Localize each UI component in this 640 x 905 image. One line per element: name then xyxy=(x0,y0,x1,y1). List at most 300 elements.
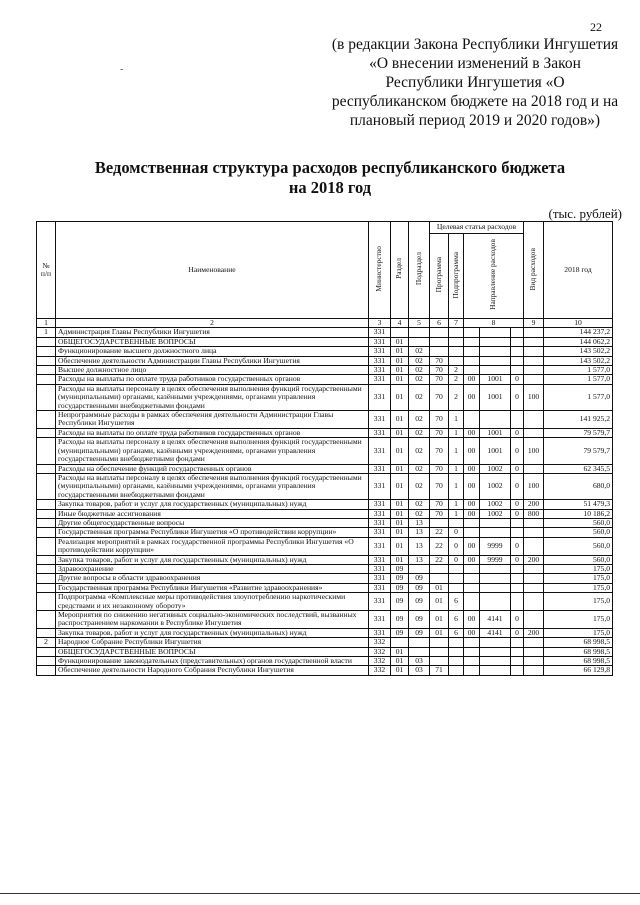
table-row xyxy=(37,337,613,346)
cell-d1 xyxy=(464,666,480,675)
cell-min: 331 xyxy=(369,356,391,365)
cell-rz: 01 xyxy=(391,337,409,346)
cell-min: 331 xyxy=(369,611,391,629)
cell-min: 331 xyxy=(369,583,391,592)
cell-sub xyxy=(449,647,464,656)
cell-d1: 00 xyxy=(464,509,480,518)
cell-sum: 143 502,2 xyxy=(544,356,613,365)
cell-vr xyxy=(524,464,544,473)
cell-prog xyxy=(430,328,449,337)
cell-rz: 01 xyxy=(391,464,409,473)
table-row xyxy=(37,356,613,365)
col-num: 2 xyxy=(56,319,369,328)
cell-d1: 00 xyxy=(464,500,480,509)
cell-sub: 6 xyxy=(449,611,464,629)
cell-rz: 09 xyxy=(391,611,409,629)
cell-sub: 0 xyxy=(449,528,464,537)
cell-name: Закупка товаров, работ и услуг для государственных (муниципальных) нужд xyxy=(56,628,369,637)
cell-d2 xyxy=(480,328,511,337)
cell-sub: 6 xyxy=(449,593,464,611)
cell-rz: 01 xyxy=(391,366,409,375)
cell-name: Администрация Главы Республики Ингушетия xyxy=(56,328,369,337)
cell-d2 xyxy=(480,528,511,537)
cell-vr: 200 xyxy=(524,628,544,637)
amendment-note: (в редакции Закона Республики Ингушетия «О внесении изменений в Закон Республики Ингушетия «О республиканском бюджете на 2018 год и на плановый период 2019 и 2020 годов») xyxy=(331,36,619,129)
cell-n: 1 xyxy=(37,328,56,337)
cell-d3 xyxy=(511,657,524,666)
cell-pr: 02 xyxy=(409,438,430,464)
cell-sub xyxy=(449,638,464,647)
cell-prog xyxy=(430,647,449,656)
cell-prog xyxy=(430,638,449,647)
cell-d3 xyxy=(511,356,524,365)
cell-sum: 144 237,2 xyxy=(544,328,613,337)
cell-d3: 0 xyxy=(511,500,524,509)
table-row xyxy=(37,647,613,656)
column-number-row xyxy=(37,319,613,328)
cell-d3 xyxy=(511,366,524,375)
cell-min: 331 xyxy=(369,518,391,527)
cell-d2 xyxy=(480,366,511,375)
cell-prog xyxy=(430,518,449,527)
cell-sum: 175,0 xyxy=(544,574,613,583)
cell-n xyxy=(37,611,56,629)
cell-n xyxy=(37,473,56,499)
cell-n xyxy=(37,438,56,464)
cell-d3: 0 xyxy=(511,555,524,564)
cell-sub xyxy=(449,666,464,675)
cell-n xyxy=(37,555,56,564)
cell-d2: 1002 xyxy=(480,509,511,518)
cell-min: 331 xyxy=(369,337,391,346)
cell-sum: 68 998,5 xyxy=(544,638,613,647)
cell-name: Мероприятия по снижению негативных социально-экономических последствий, вызванных распространением наркомании в Республике Ингушетия xyxy=(56,611,369,629)
cell-name: Закупка товаров, работ и услуг для государственных (муниципальных) нужд xyxy=(56,555,369,564)
cell-rz: 01 xyxy=(391,647,409,656)
col-num: 6 xyxy=(430,319,449,328)
header-num: № п/п xyxy=(37,222,56,319)
cell-name: Функционирование высшего должностного лица xyxy=(56,347,369,356)
cell-n xyxy=(37,428,56,437)
cell-vr xyxy=(524,366,544,375)
cell-d3 xyxy=(511,328,524,337)
cell-d2 xyxy=(480,337,511,346)
cell-prog: 71 xyxy=(430,666,449,675)
cell-vr xyxy=(524,647,544,656)
col-num: 8 xyxy=(464,319,524,328)
cell-d2: 1001 xyxy=(480,375,511,384)
cell-name: Расходы на выплаты персоналу в целях обеспечения выполнения функций государственными (муниципальными) органами, казёнными учреждениями, органами управления государственными внебюджетными фондами xyxy=(56,384,369,410)
cell-sub: 0 xyxy=(449,555,464,564)
cell-n: 2 xyxy=(37,638,56,647)
cell-n xyxy=(37,537,56,555)
cell-prog: 70 xyxy=(430,384,449,410)
cell-name: Реализация мероприятий в рамках государственной программы Республики Ингушетия «О противодействии коррупции» xyxy=(56,537,369,555)
cell-prog xyxy=(430,337,449,346)
cell-rz xyxy=(391,328,409,337)
cell-d1 xyxy=(464,593,480,611)
cell-d3 xyxy=(511,583,524,592)
cell-sum: 10 186,2 xyxy=(544,509,613,518)
cell-sum: 66 129,8 xyxy=(544,666,613,675)
cell-rz: 01 xyxy=(391,555,409,564)
cell-sum: 560,0 xyxy=(544,555,613,564)
cell-sub xyxy=(449,347,464,356)
cell-min: 331 xyxy=(369,500,391,509)
cell-n xyxy=(37,337,56,346)
cell-min: 331 xyxy=(369,593,391,611)
cell-min: 331 xyxy=(369,375,391,384)
cell-vr xyxy=(524,356,544,365)
table-row xyxy=(37,347,613,356)
cell-vr xyxy=(524,518,544,527)
cell-pr: 02 xyxy=(409,366,430,375)
cell-min: 331 xyxy=(369,411,391,429)
cell-d2 xyxy=(480,583,511,592)
cell-min: 331 xyxy=(369,473,391,499)
cell-prog: 70 xyxy=(430,411,449,429)
cell-d1 xyxy=(464,366,480,375)
cell-prog xyxy=(430,564,449,573)
cell-sub xyxy=(449,328,464,337)
cell-pr: 02 xyxy=(409,464,430,473)
cell-d1: 00 xyxy=(464,375,480,384)
cell-n xyxy=(37,564,56,573)
cell-min: 331 xyxy=(369,328,391,337)
cell-sum: 175,0 xyxy=(544,564,613,573)
cell-rz: 09 xyxy=(391,583,409,592)
cell-rz: 01 xyxy=(391,473,409,499)
cell-prog: 70 xyxy=(430,356,449,365)
header-row xyxy=(37,222,613,234)
cell-min: 332 xyxy=(369,647,391,656)
cell-sub: 2 xyxy=(449,375,464,384)
cell-d2: 1002 xyxy=(480,473,511,499)
cell-vr xyxy=(524,666,544,675)
table-row xyxy=(37,384,613,410)
cell-min: 331 xyxy=(369,366,391,375)
table-row xyxy=(37,518,613,527)
cell-sum: 680,0 xyxy=(544,473,613,499)
table-row xyxy=(37,638,613,647)
cell-prog: 22 xyxy=(430,537,449,555)
cell-vr: 100 xyxy=(524,384,544,410)
cell-d1 xyxy=(464,518,480,527)
cell-d3 xyxy=(511,518,524,527)
cell-name: Подпрограмма «Комплексные меры противодействия злоупотреблению наркотическими средствами и их незаконному обороту» xyxy=(56,593,369,611)
cell-d3 xyxy=(511,666,524,675)
cell-d2: 9999 xyxy=(480,537,511,555)
document-title xyxy=(30,158,630,198)
cell-vr xyxy=(524,611,544,629)
cell-prog: 22 xyxy=(430,555,449,564)
cell-pr: 02 xyxy=(409,384,430,410)
cell-d2 xyxy=(480,564,511,573)
cell-d3 xyxy=(511,593,524,611)
cell-n xyxy=(37,509,56,518)
cell-pr: 03 xyxy=(409,657,430,666)
scan-edge-line xyxy=(0,893,640,894)
cell-pr: 09 xyxy=(409,583,430,592)
cell-rz: 09 xyxy=(391,593,409,611)
cell-d2: 1001 xyxy=(480,438,511,464)
cell-d3: 0 xyxy=(511,428,524,437)
cell-d2 xyxy=(480,657,511,666)
cell-min: 331 xyxy=(369,555,391,564)
cell-d3: 0 xyxy=(511,509,524,518)
table-row xyxy=(37,411,613,429)
cell-rz: 01 xyxy=(391,438,409,464)
cell-name: Обеспечение деятельности Народного Собрания Республики Ингушетия xyxy=(56,666,369,675)
cell-sub: 0 xyxy=(449,537,464,555)
cell-d3: 0 xyxy=(511,611,524,629)
cell-min: 331 xyxy=(369,564,391,573)
cell-d3: 0 xyxy=(511,628,524,637)
table-row xyxy=(37,611,613,629)
cell-vr xyxy=(524,593,544,611)
header-name: Наименование xyxy=(56,222,369,319)
cell-d2 xyxy=(480,574,511,583)
cell-n xyxy=(37,657,56,666)
cell-d2: 9999 xyxy=(480,555,511,564)
cell-min: 331 xyxy=(369,438,391,464)
cell-sum: 175,0 xyxy=(544,628,613,637)
cell-pr: 09 xyxy=(409,611,430,629)
cell-sub: 1 xyxy=(449,464,464,473)
table-row xyxy=(37,657,613,666)
header-direction: Направление расходов xyxy=(464,234,524,319)
cell-name: Другие вопросы в области здравоохранения xyxy=(56,574,369,583)
cell-d3 xyxy=(511,337,524,346)
cell-pr: 02 xyxy=(409,473,430,499)
cell-vr: 100 xyxy=(524,473,544,499)
cell-vr xyxy=(524,528,544,537)
cell-vr: 200 xyxy=(524,500,544,509)
cell-d3 xyxy=(511,528,524,537)
cell-rz: 01 xyxy=(391,428,409,437)
cell-vr xyxy=(524,328,544,337)
cell-vr xyxy=(524,428,544,437)
cell-name: ОБЩЕГОСУДАРСТВЕННЫЕ ВОПРОСЫ xyxy=(56,647,369,656)
col-num: 10 xyxy=(544,319,613,328)
cell-d2: 1001 xyxy=(480,428,511,437)
cell-pr xyxy=(409,337,430,346)
cell-rz xyxy=(391,638,409,647)
cell-sum: 175,0 xyxy=(544,593,613,611)
cell-n xyxy=(37,628,56,637)
cell-d1 xyxy=(464,647,480,656)
cell-vr xyxy=(524,411,544,429)
cell-name: Расходы на выплаты по оплате труда работников государственных органов xyxy=(56,375,369,384)
cell-d1: 00 xyxy=(464,555,480,564)
cell-prog: 70 xyxy=(430,438,449,464)
table-row xyxy=(37,438,613,464)
cell-sum: 560,0 xyxy=(544,537,613,555)
cell-vr xyxy=(524,638,544,647)
cell-n xyxy=(37,593,56,611)
cell-sub xyxy=(449,583,464,592)
cell-rz: 01 xyxy=(391,384,409,410)
cell-d1 xyxy=(464,411,480,429)
cell-vr: 800 xyxy=(524,509,544,518)
units-label: (тыс. рублей) xyxy=(548,206,622,221)
cell-n xyxy=(37,666,56,675)
cell-d2 xyxy=(480,356,511,365)
cell-vr: 200 xyxy=(524,555,544,564)
header-subsection: Подраздел xyxy=(409,222,430,319)
header-section: Раздел xyxy=(391,222,409,319)
cell-min: 331 xyxy=(369,384,391,410)
cell-sum: 51 479,3 xyxy=(544,500,613,509)
table-row xyxy=(37,509,613,518)
cell-d2: 1001 xyxy=(480,384,511,410)
cell-pr xyxy=(409,638,430,647)
cell-prog xyxy=(430,657,449,666)
cell-vr xyxy=(524,564,544,573)
cell-prog: 70 xyxy=(430,375,449,384)
cell-d2 xyxy=(480,347,511,356)
cell-name: Обеспечение деятельности Администрации Главы Республики Ингушетия xyxy=(56,356,369,365)
cell-d3: 0 xyxy=(511,473,524,499)
cell-name: Другие общегосударственные вопросы xyxy=(56,518,369,527)
cell-pr: 02 xyxy=(409,500,430,509)
cell-rz: 01 xyxy=(391,518,409,527)
cell-sub: 6 xyxy=(449,628,464,637)
cell-rz: 01 xyxy=(391,375,409,384)
table-row xyxy=(37,366,613,375)
cell-d1: 00 xyxy=(464,537,480,555)
title-line-1: Ведомственная структура расходов республиканского бюджета xyxy=(94,158,566,177)
header-program: Программа xyxy=(430,234,449,319)
cell-sum: 175,0 xyxy=(544,583,613,592)
cell-min: 331 xyxy=(369,628,391,637)
cell-d3: 0 xyxy=(511,384,524,410)
col-num: 1 xyxy=(37,319,56,328)
cell-d1 xyxy=(464,328,480,337)
cell-name: Народное Собрание Республики Ингушетия xyxy=(56,638,369,647)
cell-d1 xyxy=(464,657,480,666)
cell-sum: 175,0 xyxy=(544,611,613,629)
cell-pr: 09 xyxy=(409,593,430,611)
cell-d2 xyxy=(480,647,511,656)
table-row xyxy=(37,574,613,583)
cell-sub xyxy=(449,518,464,527)
cell-pr: 13 xyxy=(409,537,430,555)
cell-sum: 62 345,5 xyxy=(544,464,613,473)
cell-d1 xyxy=(464,574,480,583)
cell-sum: 79 579,7 xyxy=(544,428,613,437)
cell-prog: 70 xyxy=(430,428,449,437)
cell-sum: 1 577,0 xyxy=(544,375,613,384)
cell-prog: 70 xyxy=(430,464,449,473)
cell-rz: 01 xyxy=(391,356,409,365)
cell-n xyxy=(37,500,56,509)
cell-min: 331 xyxy=(369,347,391,356)
cell-name: Высшее должностное лицо xyxy=(56,366,369,375)
cell-sub: 1 xyxy=(449,509,464,518)
table-row xyxy=(37,555,613,564)
cell-n xyxy=(37,518,56,527)
cell-d2 xyxy=(480,411,511,429)
cell-sub xyxy=(449,574,464,583)
cell-sub: 1 xyxy=(449,428,464,437)
cell-prog: 70 xyxy=(430,500,449,509)
cell-d2: 4141 xyxy=(480,628,511,637)
cell-pr: 02 xyxy=(409,428,430,437)
cell-d1 xyxy=(464,347,480,356)
cell-pr: 13 xyxy=(409,528,430,537)
cell-pr: 02 xyxy=(409,356,430,365)
cell-min: 332 xyxy=(369,666,391,675)
cell-name: Расходы на выплаты персоналу в целях обеспечения выполнения функций государственными (муниципальными) органами, казёнными учреждениями, органами управления государственными внебюджетными фондами xyxy=(56,473,369,499)
cell-d2: 4141 xyxy=(480,611,511,629)
col-num: 7 xyxy=(449,319,464,328)
cell-rz: 01 xyxy=(391,666,409,675)
cell-n xyxy=(37,375,56,384)
cell-d3: 0 xyxy=(511,438,524,464)
cell-vr: 100 xyxy=(524,438,544,464)
cell-pr: 02 xyxy=(409,509,430,518)
cell-sum: 79 579,7 xyxy=(544,438,613,464)
cell-vr xyxy=(524,347,544,356)
cell-pr xyxy=(409,328,430,337)
col-num: 4 xyxy=(391,319,409,328)
cell-n xyxy=(37,366,56,375)
cell-sub xyxy=(449,356,464,365)
cell-rz: 01 xyxy=(391,509,409,518)
cell-d2 xyxy=(480,593,511,611)
budget-table xyxy=(36,221,613,676)
col-num: 9 xyxy=(524,319,544,328)
cell-sub: 2 xyxy=(449,366,464,375)
cell-d1: 00 xyxy=(464,438,480,464)
table-row xyxy=(37,528,613,537)
cell-d3 xyxy=(511,564,524,573)
cell-rz: 01 xyxy=(391,347,409,356)
cell-name: Закупка товаров, работ и услуг для государственных (муниципальных) нужд xyxy=(56,500,369,509)
cell-d3 xyxy=(511,574,524,583)
cell-min: 331 xyxy=(369,428,391,437)
cell-d2: 1002 xyxy=(480,500,511,509)
cell-sum: 141 925,2 xyxy=(544,411,613,429)
cell-sub xyxy=(449,657,464,666)
cell-rz: 09 xyxy=(391,628,409,637)
cell-pr xyxy=(409,564,430,573)
cell-d1: 00 xyxy=(464,384,480,410)
col-num: 5 xyxy=(409,319,430,328)
table-row xyxy=(37,666,613,675)
cell-pr: 03 xyxy=(409,666,430,675)
cell-vr xyxy=(524,657,544,666)
cell-sub: 1 xyxy=(449,438,464,464)
cell-n xyxy=(37,574,56,583)
cell-rz: 01 xyxy=(391,411,409,429)
cell-d2: 1002 xyxy=(480,464,511,473)
cell-prog: 01 xyxy=(430,583,449,592)
cell-rz: 01 xyxy=(391,500,409,509)
table-row xyxy=(37,593,613,611)
cell-d3 xyxy=(511,411,524,429)
header-expense-type: Вид расходов xyxy=(524,222,544,319)
cell-sum: 560,0 xyxy=(544,528,613,537)
cell-name: Непрограммные расходы в рамках обеспечения деятельности Администрации Главы Республики Ингушетия xyxy=(56,411,369,429)
cell-min: 331 xyxy=(369,509,391,518)
cell-d1 xyxy=(464,337,480,346)
cell-sum: 1 577,0 xyxy=(544,384,613,410)
scan-speck: - xyxy=(120,64,124,75)
cell-sub: 1 xyxy=(449,500,464,509)
table-row xyxy=(37,375,613,384)
